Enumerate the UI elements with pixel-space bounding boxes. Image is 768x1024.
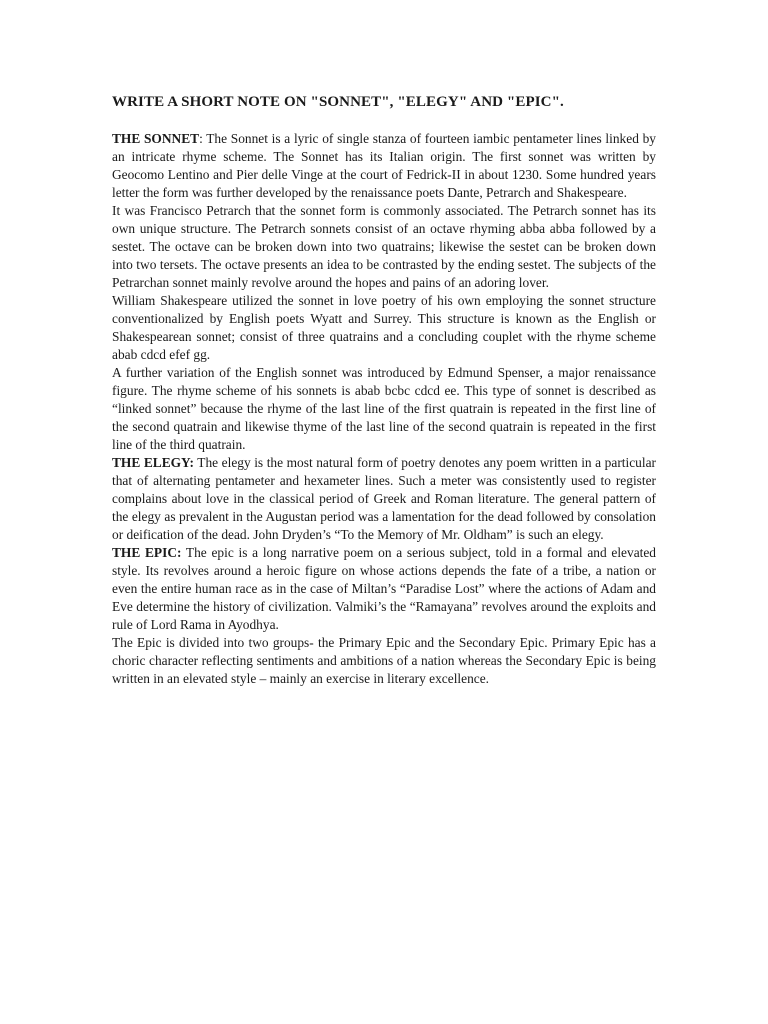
paragraph-text: It was Francisco Petrarch that the sonnet form is commonly associated. The Petrarch sonnet has its own unique structure. The Petrarch sonnets consist of an octave rhyming abba abba followed by a sestet. The octave can be broken down into two quatrains; likewise the sestet can be broken down into two tersets. The octave presents an idea to be contrasted by the ending sestet. The subjects of the Petrarchan sonnet mainly revolve around the hopes and pains of an adoring lover. (112, 203, 656, 290)
paragraph-text: A further variation of the English sonnet was introduced by Edmund Spenser, a major renaissance figure. The rhyme scheme of his sonnets is abab bcbc cdcd ee. This type of sonnet is described as “linked sonnet” because the rhyme of the last line of the first quatrain is repeated in the first line of the second quatrain and likewise thyme of the last line of the second quatrain is repeated in the first line of the third quatrain. (112, 365, 656, 452)
paragraph-text: : The Sonnet is a lyric of single stanza of fourteen iambic pentameter lines linked by an intricate rhyme scheme. The Sonnet has its Italian origin. The first sonnet was written by Geocomo Lentino and Pier delle Vinge at the court of Fedrick-II in about 1230. Some hundred years letter the form was further developed by the renaissance poets Dante, Petrarch and Shakespeare. (112, 131, 656, 200)
document-title: WRITE A SHORT NOTE ON "SONNET", "ELEGY" AND "EPIC". (112, 94, 564, 110)
document-page (112, 92, 656, 688)
paragraph-text: William Shakespeare utilized the sonnet in love poetry of his own employing the sonnet structure conventionalized by English poets Wyatt and Surrey. This structure is known as the English or Shakespearean sonnet; consist of three quatrains and a concluding couplet with the rhyme scheme abab cdcd efef gg. (112, 293, 656, 362)
paragraph-text: The epic is a long narrative poem on a serious subject, told in a formal and elevated style. Its revolves around a heroic figure on whose actions depends the fate of a tribe, a nation or even the entire human race as in the case of Miltan’s “Paradise Lost” where the actions of Adam and Eve determine the history of civilization. Valmiki’s the “Ramayana” revolves around the exploits and rule of Lord Rama in Ayodhya. (112, 545, 656, 632)
paragraph-shakespeare (112, 292, 656, 364)
heading-elegy: THE ELEGY: (112, 455, 194, 470)
paragraph-petrarch (112, 202, 656, 292)
paragraph-epic (112, 544, 656, 634)
paragraph-elegy (112, 454, 656, 544)
paragraph-epic-types (112, 634, 656, 688)
paragraph-text: The elegy is the most natural form of poetry denotes any poem written in a particular that of alternating pentameter and hexameter lines. Such a meter was consistently used to register complains about love in the classical period of Greek and Roman literature. The general pattern of the elegy as prevalent in the Augustan period was a lamentation for the dead followed by consolation or deification of the dead. John Dryden’s “To the Memory of Mr. Oldham” is such an elegy. (112, 455, 656, 542)
heading-epic: THE EPIC: (112, 545, 182, 560)
paragraph-text: The Epic is divided into two groups- the Primary Epic and the Secondary Epic. Primary Epic has a choric character reflecting sentiments and ambitions of a nation whereas the Secondary Epic is being written in an elevated style – mainly an exercise in literary excellence. (112, 635, 656, 686)
paragraph-spenser (112, 364, 656, 454)
heading-sonnet: THE SONNET (112, 131, 200, 146)
paragraph-sonnet-intro (112, 130, 656, 202)
